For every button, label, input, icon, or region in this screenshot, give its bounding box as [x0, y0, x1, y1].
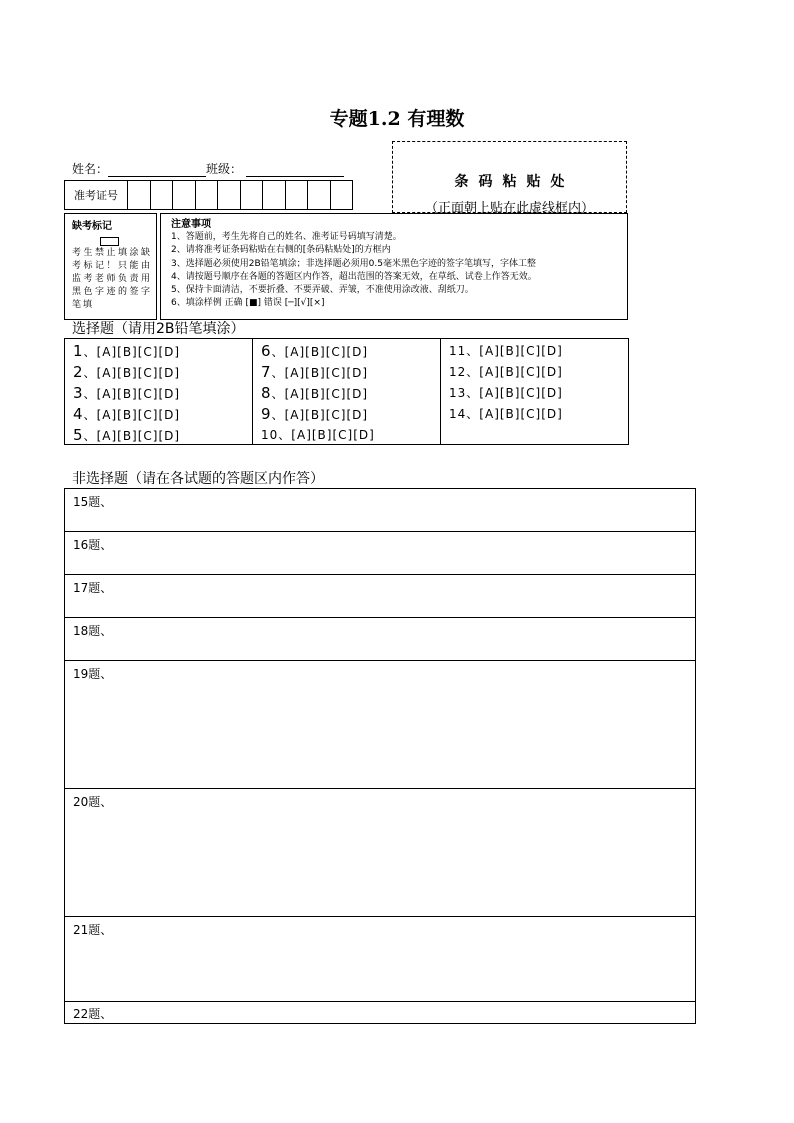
mc-question-number: 8: [261, 384, 272, 402]
mc-question-number: 4: [73, 405, 84, 423]
absent-mark-title: 缺考标记: [72, 221, 112, 232]
barcode-area: [392, 141, 627, 216]
mc-separator: 、: [271, 366, 285, 380]
mc-separator: 、: [278, 428, 292, 442]
exam-id-digit-cell[interactable]: [308, 181, 331, 209]
mc-separator: 、: [466, 386, 480, 400]
class-label: 班级：: [206, 162, 243, 176]
exam-id-digit-cell[interactable]: [241, 181, 264, 209]
mc-question[interactable]: [449, 341, 628, 362]
mc-options[interactable]: [A][B][C][D]: [96, 387, 181, 401]
barcode-title: 条码粘贴处: [454, 174, 575, 190]
exam-id-digit-cell[interactable]: [331, 181, 353, 209]
name-class-row: [72, 160, 344, 177]
mc-options[interactable]: [A][B][C][D]: [479, 407, 563, 421]
mc-options[interactable]: [A][B][C][D]: [96, 345, 181, 359]
name-field[interactable]: [108, 164, 206, 177]
mc-question[interactable]: [449, 383, 628, 404]
mc-options[interactable]: [A][B][C][D]: [479, 344, 563, 358]
mc-question[interactable]: [261, 383, 440, 404]
exam-id-digit-cell[interactable]: [286, 181, 309, 209]
mc-separator: 、: [83, 429, 97, 443]
mc-options[interactable]: [A][B][C][D]: [96, 429, 181, 443]
mc-question-number: 1: [73, 342, 84, 360]
mc-question-number: 3: [73, 384, 84, 402]
mc-question[interactable]: [261, 404, 440, 425]
answer-box-18[interactable]: [64, 617, 696, 661]
notes-item: 3、选择题必须使用2B铅笔填涂；非选择题必须用0.5毫米黑色字迹的签字笔填写，字体工整: [171, 258, 536, 269]
exam-id-digit-cell[interactable]: [128, 181, 151, 209]
notes-item: 1、答题前，考生先将自己的姓名、准考证号码填写清楚。: [171, 232, 402, 242]
mc-question[interactable]: [73, 362, 252, 383]
mc-question-number: 7: [261, 363, 272, 381]
answer-box-label: 22题、: [73, 1007, 113, 1021]
mc-question[interactable]: [73, 383, 252, 404]
answer-box-16[interactable]: [64, 531, 696, 575]
mc-question[interactable]: [73, 425, 252, 446]
mc-question[interactable]: [261, 341, 440, 362]
mc-column: [441, 339, 628, 444]
mc-question-number: 9: [261, 405, 272, 423]
mc-separator: 、: [83, 366, 97, 380]
exam-id-digit-cell[interactable]: [173, 181, 196, 209]
barcode-subtitle: （正面朝上贴在此虚线框内）: [424, 201, 594, 216]
mc-column: [65, 339, 253, 444]
mc-options[interactable]: [A][B][C][D]: [284, 387, 369, 401]
mc-question-number: 13: [449, 386, 467, 400]
exam-id-label: 准考证号: [65, 181, 128, 209]
mc-options[interactable]: [A][B][C][D]: [291, 428, 375, 442]
notes-item: 4、请按题号顺序在各题的答题区内作答，超出范围的答案无效，在草纸、试卷上作答无效。: [171, 271, 537, 282]
absent-mark-checkbox[interactable]: [100, 237, 119, 246]
exam-id-digit-cell[interactable]: [151, 181, 174, 209]
notes-item: 6、填涂样例 正确 [■] 错误 [─][√][×]: [171, 298, 325, 309]
mc-separator: 、: [271, 387, 285, 401]
answer-box-20[interactable]: [64, 788, 696, 917]
mc-separator: 、: [271, 408, 285, 422]
answer-box-label: 18题、: [73, 624, 113, 638]
mc-options[interactable]: [A][B][C][D]: [284, 408, 369, 422]
class-field[interactable]: [246, 164, 344, 177]
exam-id-box: [64, 180, 353, 210]
mc-separator: 、: [466, 365, 480, 379]
mc-question-number: 11: [449, 344, 467, 358]
mc-question[interactable]: [261, 425, 440, 446]
answer-box-label: 21题、: [73, 923, 113, 937]
mc-question[interactable]: [449, 362, 628, 383]
notes-box: [160, 213, 628, 320]
mc-options[interactable]: [A][B][C][D]: [96, 366, 181, 380]
page-title: 专题1.2 有理数: [329, 108, 465, 130]
answer-box-label: 17题、: [73, 581, 113, 595]
mc-options[interactable]: [A][B][C][D]: [479, 365, 563, 379]
answer-box-label: 16题、: [73, 538, 113, 552]
mc-question-number: 12: [449, 365, 467, 379]
mc-separator: 、: [83, 387, 97, 401]
mc-options[interactable]: [A][B][C][D]: [284, 345, 369, 359]
answer-box-label: 20题、: [73, 795, 113, 809]
mc-separator: 、: [466, 344, 480, 358]
notes-item: 5、保持卡面清洁，不要折叠、不要弄破、弄皱，不准使用涂改液、刮纸刀。: [171, 285, 474, 296]
answer-box-label: 19题、: [73, 667, 113, 681]
mc-question-number: 14: [449, 407, 467, 421]
mc-question-number: 5: [73, 426, 84, 444]
answer-box-22[interactable]: [64, 1001, 696, 1024]
mc-separator: 、: [83, 408, 97, 422]
absent-mark-text: 考生禁止填涂缺考标记！只能由监考老师负责用黑色字迹的签字笔填: [72, 248, 152, 310]
mc-column: [253, 339, 441, 444]
absent-mark-box: [64, 213, 157, 320]
mc-separator: 、: [83, 345, 97, 359]
mc-question[interactable]: [261, 362, 440, 383]
mc-options[interactable]: [A][B][C][D]: [96, 408, 181, 422]
answer-box-19[interactable]: [64, 660, 696, 789]
exam-id-digit-cell[interactable]: [196, 181, 219, 209]
mc-question-number: 6: [261, 342, 272, 360]
mc-separator: 、: [271, 345, 285, 359]
exam-id-digit-cell[interactable]: [263, 181, 286, 209]
mc-question[interactable]: [449, 404, 628, 425]
answer-box-label: 15题、: [73, 495, 113, 509]
mc-options[interactable]: [A][B][C][D]: [479, 386, 563, 400]
exam-id-digit-cell[interactable]: [218, 181, 241, 209]
answer-box-21[interactable]: [64, 916, 696, 1002]
answer-box-17[interactable]: [64, 574, 696, 618]
mc-question-number: 2: [73, 363, 84, 381]
mc-options[interactable]: [A][B][C][D]: [284, 366, 369, 380]
mc-separator: 、: [466, 407, 480, 421]
multiple-choice-label: 选择题（请用2B铅笔填涂）: [72, 321, 245, 337]
answer-box-15[interactable]: [64, 488, 696, 532]
mc-question[interactable]: [73, 404, 252, 425]
mc-question[interactable]: [73, 341, 252, 362]
notes-item: 2、请将准考证条码粘贴在右侧的[条码粘贴处]的方框内: [171, 245, 391, 256]
multiple-choice-grid: [64, 338, 629, 445]
mc-question-number: 10: [261, 428, 279, 442]
name-label: 姓名：: [72, 162, 109, 176]
non-choice-label: 非选择题（请在各试题的答题区内作答）: [72, 471, 324, 487]
notes-title: 注意事项: [171, 219, 211, 230]
